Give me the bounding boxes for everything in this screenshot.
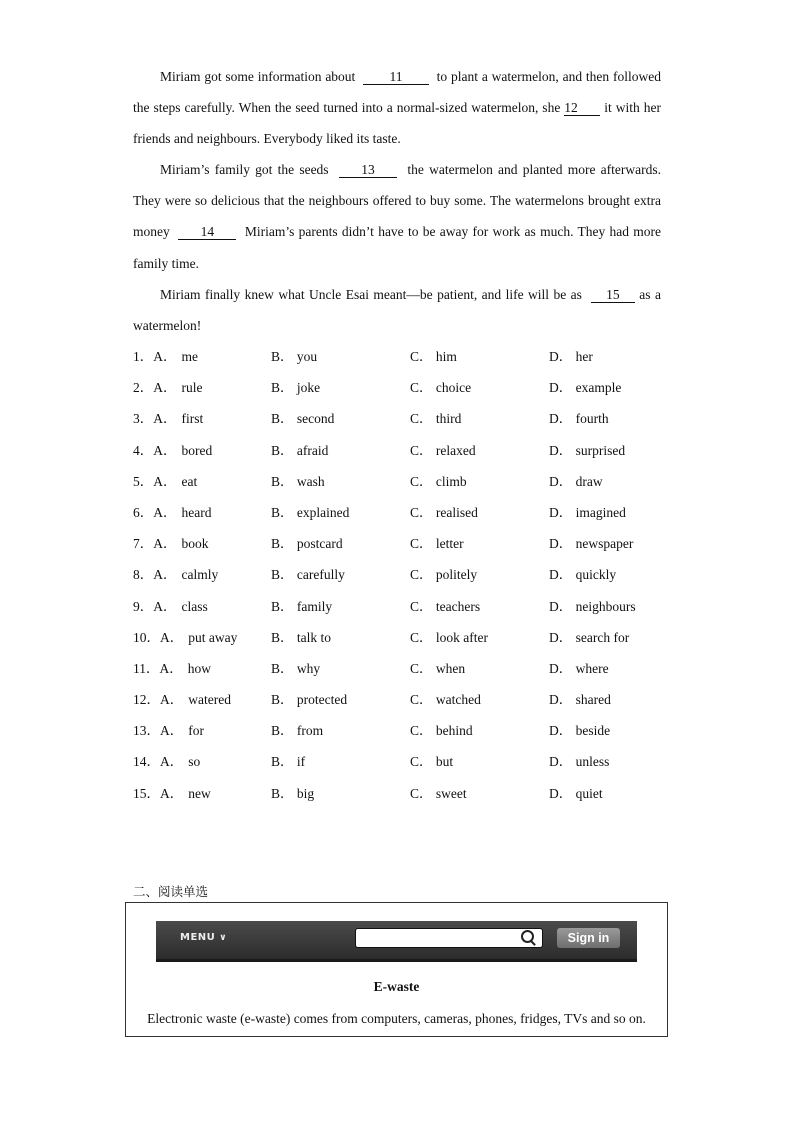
paragraph-2-text-a: Miriam’s family got the seeds [160, 162, 329, 177]
option-c: C． look after [410, 629, 488, 645]
option-c: C． climb [410, 473, 467, 489]
option-c: C． choice [410, 380, 472, 396]
menu-button[interactable] [180, 932, 227, 943]
option-b: B． protected [271, 692, 348, 708]
option-c: C． letter [410, 536, 464, 552]
option-b: B． second [271, 411, 335, 427]
option-d: D． beside [549, 723, 611, 739]
option-d: D． shared [549, 692, 611, 708]
option-row [133, 528, 673, 559]
option-a [133, 684, 231, 715]
option-row [133, 591, 673, 622]
question-number: 15．A． [133, 785, 184, 801]
option-d: D． imagined [549, 504, 626, 520]
blank-13: 13 [339, 162, 397, 178]
option-row [133, 435, 673, 466]
options-list [133, 341, 673, 809]
paragraph-1-text-a: Miriam got some information about [160, 69, 356, 84]
blank-15: 15 [591, 287, 635, 303]
option-d: D． unless [549, 754, 610, 770]
option-d: D． where [549, 660, 609, 676]
question-number: 1．A． [133, 349, 177, 364]
option-b: B． talk to [271, 629, 331, 645]
sign-in-button[interactable]: Sign in [557, 928, 620, 948]
search-input[interactable] [355, 928, 543, 948]
option-row [133, 653, 673, 684]
option-c: C． politely [410, 567, 478, 583]
paragraph-3-text-a: Miriam finally knew what Uncle Esai meant—be patient, and life will be as [160, 287, 582, 302]
question-number: 14．A． [133, 754, 184, 770]
question-number: 3．A． [133, 411, 177, 427]
option-c: C． when [410, 660, 466, 676]
question-number: 10．A． [133, 629, 184, 645]
option-row [133, 684, 673, 715]
option-c: C． sweet [410, 785, 467, 801]
option-c: C． third [410, 411, 462, 427]
option-b: B． postcard [271, 536, 343, 552]
option-c: C． behind [410, 723, 473, 739]
paragraph-2-text-b: the watermelon and planted more afterwards. They were so delicious that the neighbours offered to buy some. The watermelons brought extra money [133, 162, 661, 240]
option-d: D． quiet [549, 785, 603, 801]
question-number: 11．A． [133, 660, 183, 676]
ewaste-box [125, 902, 668, 1037]
option-row [133, 559, 673, 590]
blank-14: 14 [178, 224, 236, 240]
option-row [133, 778, 673, 809]
option-row [133, 403, 673, 434]
option-a-text: class [181, 598, 208, 614]
option-b: B． joke [271, 380, 321, 396]
option-a [133, 559, 218, 590]
paragraph-2-text-c: Miriam’s parents didn’t have to be away for work as much. They had more family time. [133, 224, 662, 271]
option-a-text: rule [181, 380, 203, 396]
option-a [133, 435, 212, 466]
question-number: 6．A． [133, 504, 177, 520]
option-a-text: eat [181, 473, 198, 489]
option-d: D． fourth [549, 411, 609, 427]
paragraph-3-text-b: as a watermelon! [133, 287, 661, 334]
question-number: 7．A． [133, 536, 177, 552]
option-a [133, 403, 203, 434]
option-d: D． quickly [549, 567, 617, 583]
option-a [133, 622, 237, 653]
option-b: B． why [271, 660, 321, 676]
option-row [133, 341, 673, 372]
chevron-down-icon: ∨ [219, 933, 228, 943]
option-b: B． big [271, 785, 315, 801]
paragraph-3 [133, 279, 661, 341]
option-a-text: for [188, 723, 204, 739]
option-a-text: heard [181, 504, 212, 520]
option-a-text: so [188, 754, 201, 770]
paragraph-2 [133, 154, 661, 279]
menu-label: MENU [180, 932, 216, 943]
option-a [133, 778, 211, 809]
option-b: B． you [271, 349, 318, 364]
question-number: 8．A． [133, 567, 177, 583]
question-number: 2．A． [133, 380, 177, 396]
blank-12: 12 [564, 100, 600, 116]
option-b: B． from [271, 723, 324, 739]
option-a-text: bored [181, 442, 213, 458]
option-row [133, 746, 673, 777]
option-a [133, 528, 209, 559]
option-a [133, 497, 211, 528]
option-d: D． neighbours [549, 598, 636, 614]
option-a-text: first [181, 411, 204, 427]
blank-11: 11 [363, 69, 429, 85]
option-row [133, 372, 673, 403]
option-a [133, 591, 208, 622]
option-a [133, 746, 200, 777]
option-c: C． relaxed [410, 442, 476, 458]
website-navbar [156, 921, 637, 962]
option-a [133, 466, 197, 497]
option-d: D． newspaper [549, 536, 634, 552]
option-a [133, 653, 211, 684]
search-icon[interactable] [521, 930, 534, 943]
option-c: C． realised [410, 504, 478, 520]
option-c: C． watched [410, 692, 481, 708]
option-c: C． him [410, 349, 457, 364]
option-b: B． family [271, 598, 333, 614]
option-d: D． search for [549, 629, 630, 645]
option-c: C． but [410, 754, 454, 770]
article-title: E-waste [373, 979, 420, 994]
question-number: 13．A． [133, 723, 184, 739]
option-c: C． teachers [410, 598, 481, 614]
option-b: B． wash [271, 473, 325, 489]
section-title: 二、阅读单选 [133, 884, 209, 899]
article-text: Electronic waste (e-waste) comes from computers, cameras, phones, fridges, TVs and so on. [147, 1011, 646, 1026]
option-b: B． afraid [271, 442, 329, 458]
option-a [133, 372, 203, 403]
option-d: D． example [549, 380, 622, 396]
option-a-text: put away [188, 629, 238, 645]
option-a-text: how [187, 660, 211, 676]
option-a-text: me [181, 349, 198, 364]
option-a [133, 715, 204, 746]
option-row [133, 466, 673, 497]
option-a-text: calmly [181, 567, 219, 583]
question-number: 4．A． [133, 442, 177, 458]
option-d: D． her [549, 349, 593, 364]
paragraph-1-text-b: to plant a watermelon, and then followed the steps carefully. When the seed turned into a normal-sized watermelon, she [133, 69, 661, 116]
option-d: D． surprised [549, 442, 626, 458]
option-b: B． explained [271, 504, 350, 520]
option-a [133, 341, 198, 372]
option-a-text: new [188, 785, 211, 801]
option-b: B． if [271, 754, 306, 770]
paragraph-1 [133, 61, 661, 155]
option-d: D． draw [549, 473, 603, 489]
paragraph-1-text-c: it with her friends and neighbours. Everybody liked its taste. [133, 100, 661, 147]
option-row [133, 622, 673, 653]
option-row [133, 497, 673, 528]
option-a-text: watered [188, 692, 231, 708]
question-number: 12．A． [133, 692, 184, 708]
question-number: 9．A． [133, 598, 177, 614]
option-row [133, 715, 673, 746]
option-a-text: book [181, 536, 209, 552]
question-number: 5．A． [133, 473, 177, 489]
option-b: B． carefully [271, 567, 345, 583]
